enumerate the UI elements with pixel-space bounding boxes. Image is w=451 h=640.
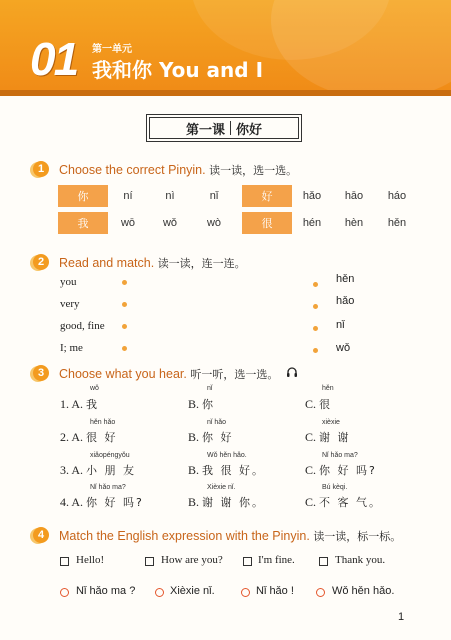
header-strip (0, 90, 451, 96)
section-3-title-en: Choose what you hear. (59, 367, 187, 381)
pinyin-option[interactable]: hèn (344, 217, 364, 229)
section-1-title-cn: 读一读，选一选。 (209, 164, 298, 177)
section-4-title-en: Match the English expression with the Pinyin. (59, 529, 310, 543)
listen-option-c[interactable] (305, 494, 382, 510)
pinyin-option[interactable]: nǐ (209, 190, 219, 202)
answer-radio[interactable] (316, 588, 325, 597)
section-2-title-en: Read and match. (59, 256, 155, 270)
pinyin-option[interactable]: hāo (344, 190, 364, 202)
pinyin-hint: nǐ (207, 385, 213, 392)
section-2-badge: 2 (33, 254, 49, 270)
english-expression: I'm fine. (258, 554, 295, 566)
match-pinyin: hěn (336, 273, 355, 285)
option-text: 小 朋 友 (86, 464, 137, 477)
lesson-divider (230, 121, 231, 135)
option-letter: C. (305, 397, 317, 411)
answer-checkbox[interactable] (243, 557, 252, 566)
char-box-wo: 我 (58, 212, 108, 234)
pinyin-option[interactable]: hén (302, 217, 322, 229)
char-box-ni: 你 (58, 185, 108, 207)
section-3-title-cn: 听一听，选一选。 (190, 368, 279, 381)
pinyin-option[interactable]: ní (123, 190, 133, 202)
page-number: 1 (398, 611, 405, 623)
listen-option-c[interactable] (305, 396, 332, 412)
option-letter: C. (305, 495, 317, 509)
char-box-hao: 好 (242, 185, 292, 207)
option-text: 谢 谢 (319, 431, 351, 444)
option-letter: A. (71, 495, 84, 509)
match-english: good, fine (60, 320, 105, 332)
lesson-number: 第一课 (185, 122, 225, 138)
option-letter: B. (188, 430, 200, 444)
answer-radio[interactable] (60, 588, 69, 597)
match-english: you (60, 276, 77, 288)
section-3-badge: 3 (33, 365, 49, 381)
lesson-name: 你好 (236, 122, 263, 138)
pinyin-option[interactable]: hěn (387, 217, 407, 229)
answer-checkbox[interactable] (319, 557, 328, 566)
option-letter: C. (305, 430, 317, 444)
pinyin-hint: Nǐ hǎo ma? (322, 452, 358, 459)
headphones-icon (286, 366, 298, 378)
option-letter: B. (188, 495, 200, 509)
listen-option-b[interactable] (188, 462, 265, 478)
answer-checkbox[interactable] (60, 557, 69, 566)
match-dot-left[interactable] (122, 324, 127, 329)
pinyin-hint: hěn hǎo (90, 419, 116, 426)
unit-title: 我和你 You and I (92, 58, 264, 82)
option-text: 我 (86, 398, 100, 411)
pinyin-hint: Wǒ hěn hǎo. (207, 452, 247, 459)
section-4-title-cn: 读一读，标一标。 (313, 530, 402, 543)
option-letter: A. (71, 463, 84, 477)
match-english: I; me (60, 342, 83, 354)
section-4-badge: 4 (33, 527, 49, 543)
section-2-title (59, 255, 246, 271)
match-dot-left[interactable] (122, 346, 127, 351)
listen-option-c[interactable] (305, 462, 377, 478)
listen-option-a[interactable] (60, 462, 136, 478)
answer-radio[interactable] (155, 588, 164, 597)
option-text: 不 客 气。 (319, 496, 383, 509)
listen-option-a[interactable] (60, 396, 99, 412)
pinyin-hint: Xièxie nǐ. (207, 484, 236, 491)
match-pinyin: nǐ (336, 319, 345, 331)
row-number: 4. (60, 495, 69, 509)
option-letter: C. (305, 463, 317, 477)
listen-option-b[interactable] (188, 396, 215, 412)
pinyin-hint: Nǐ hǎo ma? (90, 484, 126, 491)
english-expression: Hello! (76, 554, 105, 566)
pinyin-expression: Nǐ hǎo ma ? (76, 585, 136, 597)
pinyin-option[interactable]: wō (120, 217, 136, 229)
english-expression: How are you? (161, 554, 223, 566)
match-dot-right[interactable] (313, 282, 318, 287)
listen-option-a[interactable] (60, 429, 118, 445)
unit-number: 01 (30, 33, 78, 85)
listen-option-a[interactable] (60, 494, 144, 510)
pinyin-option[interactable]: wǒ (162, 217, 178, 229)
english-expression: Thank you. (335, 554, 386, 566)
match-dot-left[interactable] (122, 302, 127, 307)
listen-option-b[interactable] (188, 429, 234, 445)
section-2-title-cn: 读一读，连一连。 (157, 257, 246, 270)
option-text: 你 (202, 398, 216, 411)
pinyin-hint: xièxie (322, 419, 340, 426)
section-4-title (59, 528, 401, 544)
lesson-title-box (146, 114, 302, 142)
pinyin-expression: Nǐ hǎo ! (256, 585, 294, 597)
pinyin-option[interactable]: nì (165, 190, 175, 202)
option-text: 你 好 (202, 431, 234, 444)
pinyin-hint: Bú kèqi. (322, 484, 348, 491)
option-letter: A. (71, 397, 84, 411)
pinyin-hint: nǐ hǎo (207, 419, 227, 426)
option-text: 你 好 吗? (319, 464, 377, 477)
pinyin-hint: wǒ (90, 385, 99, 392)
pinyin-hint: xiǎopéngyǒu (90, 452, 130, 459)
match-dot-right[interactable] (313, 348, 318, 353)
option-letter: A. (71, 430, 84, 444)
option-text: 我 很 好。 (202, 464, 266, 477)
listen-option-c[interactable] (305, 429, 351, 445)
section-1-title-en: Choose the correct Pinyin. (59, 163, 206, 177)
section-3-title (59, 366, 278, 382)
match-dot-left[interactable] (122, 280, 127, 285)
answer-radio[interactable] (241, 588, 250, 597)
match-dot-right[interactable] (313, 326, 318, 331)
pinyin-option[interactable]: hǎo (302, 190, 322, 202)
pinyin-expression: Wǒ hěn hǎo. (332, 585, 395, 597)
section-1-badge: 1 (33, 161, 49, 177)
section-1-title (59, 162, 297, 178)
row-number: 3. (60, 463, 69, 477)
pinyin-hint: hěn (322, 385, 334, 392)
match-pinyin: wǒ (336, 342, 351, 354)
option-text: 你 好 吗? (86, 496, 144, 509)
pinyin-option[interactable]: háo (387, 190, 407, 202)
answer-checkbox[interactable] (145, 557, 154, 566)
unit-label: 第一单元 (92, 44, 132, 55)
match-pinyin: hǎo (336, 295, 355, 307)
pinyin-expression: Xièxie nǐ. (170, 585, 215, 597)
option-letter: B. (188, 463, 200, 477)
char-box-hen: 很 (242, 212, 292, 234)
row-number: 2. (60, 430, 69, 444)
option-letter: B. (188, 397, 200, 411)
option-text: 谢 谢 你。 (202, 496, 266, 509)
option-text: 很 (319, 398, 333, 411)
option-text: 很 好 (86, 431, 118, 444)
listen-option-b[interactable] (188, 494, 265, 510)
row-number: 1. (60, 397, 69, 411)
match-dot-right[interactable] (313, 304, 318, 309)
pinyin-option[interactable]: wò (206, 217, 222, 229)
match-english: very (60, 298, 80, 310)
